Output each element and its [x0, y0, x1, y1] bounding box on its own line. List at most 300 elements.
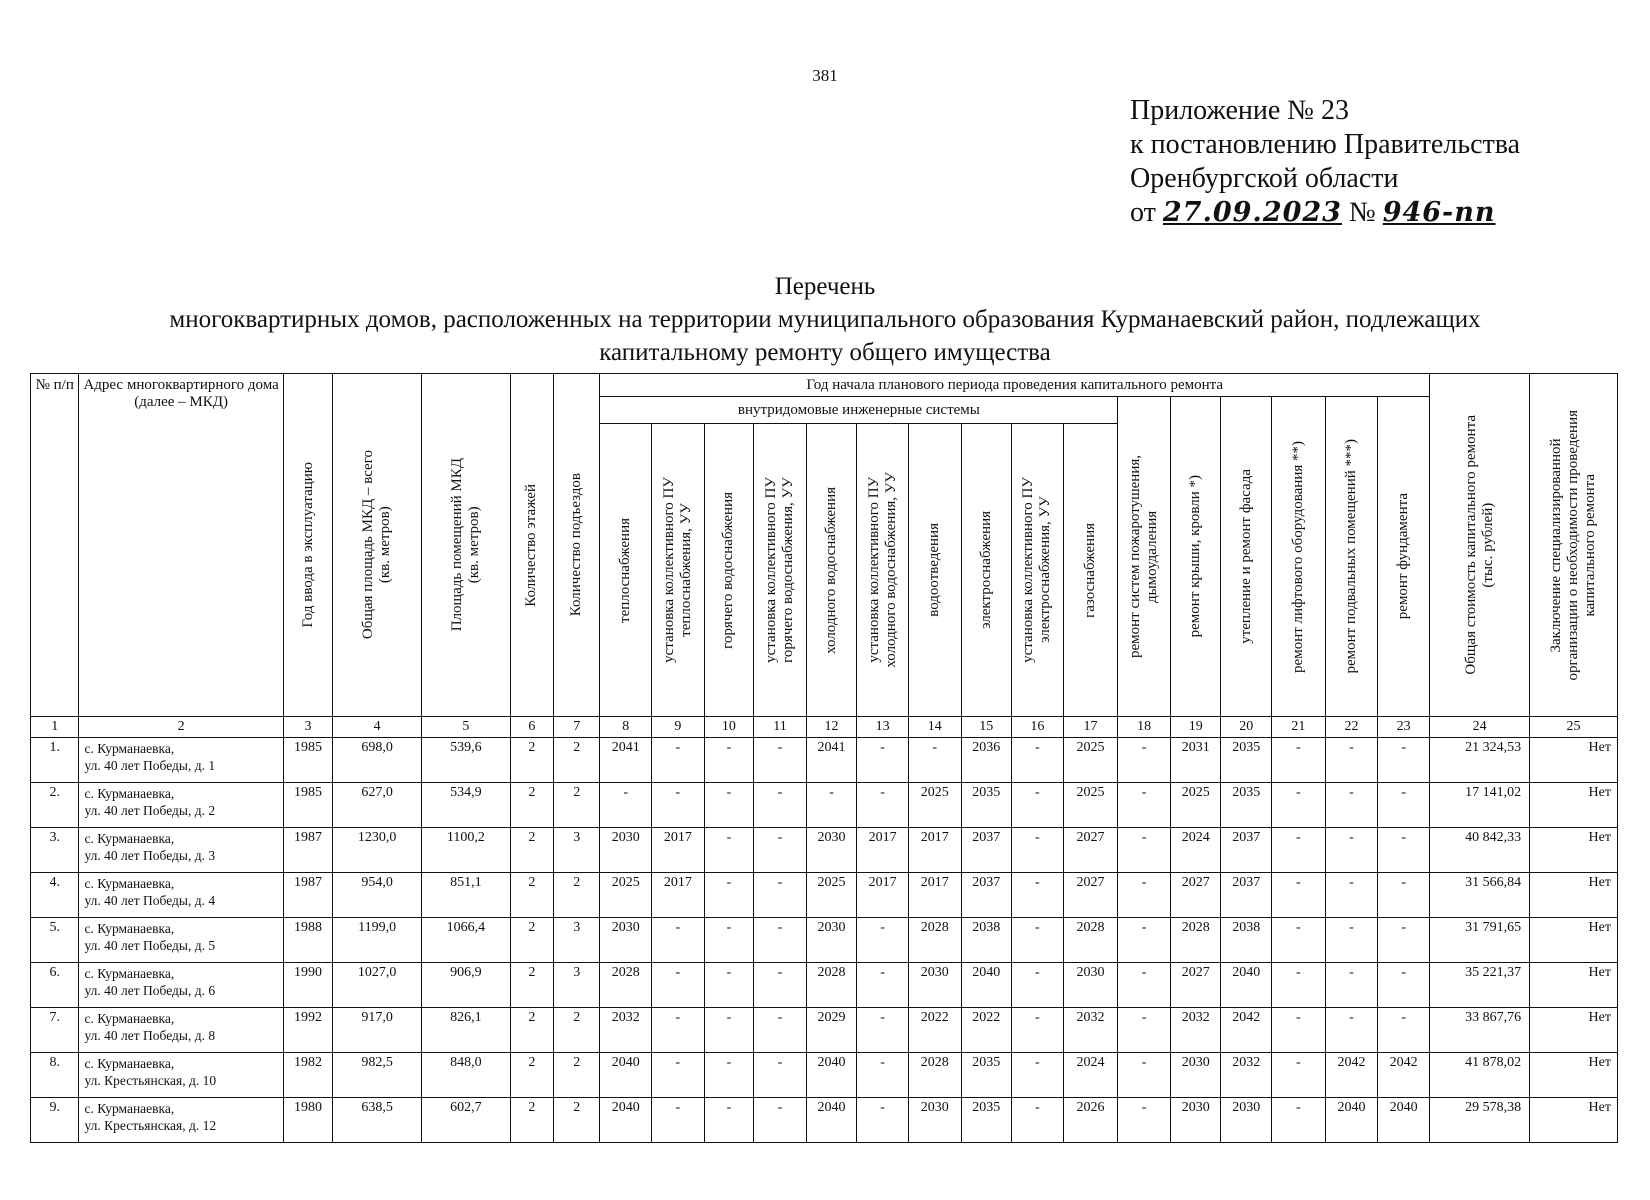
cell-c20: 2035: [1221, 783, 1272, 828]
cell-c17: 2027: [1063, 828, 1118, 873]
col-number: 6: [510, 717, 553, 738]
header-basement: ремонт подвальных помещений ***): [1325, 397, 1378, 717]
cell-c12: 2030: [806, 918, 857, 963]
cell-floors: 2: [510, 783, 553, 828]
col-number: 11: [754, 717, 807, 738]
cell-c11: -: [754, 963, 807, 1008]
address-line-2: ул. Крестьянская, д. 10: [84, 1073, 217, 1088]
cell-c22: -: [1325, 918, 1378, 963]
header-gas: газоснабжения: [1063, 424, 1118, 717]
address-line-2: ул. 40 лет Победы, д. 3: [84, 848, 216, 863]
cell-c18: -: [1118, 828, 1171, 873]
cell-concl: Нет: [1530, 1008, 1618, 1053]
header-fire: ремонт систем пожаротушения, дымоудаления: [1118, 397, 1171, 717]
cell-c15: 2037: [961, 828, 1012, 873]
address-cell: [79, 1098, 283, 1143]
cell-total: 638,5: [333, 1098, 422, 1143]
table-row: [31, 963, 1618, 1008]
cell-c14: 2028: [908, 1053, 961, 1098]
handwritten-date: 27.09.2023: [1162, 197, 1342, 228]
address-cell: [79, 738, 283, 783]
header-entrances: Количество подъездов: [554, 374, 600, 717]
column-numbers-row: [31, 717, 1618, 738]
cell-c10: -: [704, 1098, 754, 1143]
table-row: [31, 783, 1618, 828]
cell-c21: -: [1272, 1098, 1326, 1143]
cell-c13: -: [857, 783, 909, 828]
cell-c13: 2017: [857, 873, 909, 918]
cell-year: 1982: [283, 1053, 333, 1098]
cell-concl: Нет: [1530, 738, 1618, 783]
cell-year: 1987: [283, 828, 333, 873]
cell-year: 1980: [283, 1098, 333, 1143]
cell-c13: -: [857, 1008, 909, 1053]
header-year: Год ввода в эксплуатацию: [283, 374, 333, 717]
cell-c9: -: [652, 783, 705, 828]
address-line-1: с. Курманаевка,: [84, 1011, 175, 1026]
cell-c9: -: [652, 1008, 705, 1053]
cell-c8: 2040: [600, 1098, 652, 1143]
cell-year: 1985: [283, 738, 333, 783]
cell-concl: Нет: [1530, 1053, 1618, 1098]
cell-c23: -: [1378, 918, 1430, 963]
cell-c23: 2040: [1378, 1098, 1430, 1143]
col-number: 5: [422, 717, 511, 738]
cell-ent: 2: [554, 1008, 600, 1053]
cell-c20: 2038: [1221, 918, 1272, 963]
cell-c14: 2022: [908, 1008, 961, 1053]
cell-c21: -: [1272, 738, 1326, 783]
appendix-line-3: Оренбургской области: [1130, 163, 1399, 194]
header-hot: горячего водоснабжения: [704, 424, 754, 717]
cell-c23: -: [1378, 828, 1430, 873]
table-row: [31, 828, 1618, 873]
col-number: 9: [652, 717, 705, 738]
address-cell: [79, 1053, 283, 1098]
col-number: 7: [554, 717, 600, 738]
header-heat-pu: установка коллективного ПУ теплоснабжения, УУ: [652, 424, 705, 717]
col-number: 13: [857, 717, 909, 738]
cell-c15: 2035: [961, 1053, 1012, 1098]
cell-c12: 2028: [806, 963, 857, 1008]
cell-c13: -: [857, 963, 909, 1008]
header-conclusion: Заключение специализированной организации о необходимости проведения капитального ремонта: [1530, 374, 1618, 717]
cell-c17: 2024: [1063, 1053, 1118, 1098]
col-number: 25: [1530, 717, 1618, 738]
cell-floors: 2: [510, 738, 553, 783]
title-line-1: Перечень: [774, 273, 876, 300]
cell-ent: 2: [554, 738, 600, 783]
header-num: № п/п: [31, 374, 79, 717]
cell-prem: 851,1: [422, 873, 511, 918]
cell-c21: -: [1272, 1008, 1326, 1053]
cell-prem: 539,6: [422, 738, 511, 783]
row-number: 5.: [31, 918, 79, 963]
row-number: 9.: [31, 1098, 79, 1143]
cell-c10: -: [704, 1008, 754, 1053]
cell-c13: -: [857, 738, 909, 783]
col-number: 22: [1325, 717, 1378, 738]
cell-c10: -: [704, 783, 754, 828]
address-line-2: ул. 40 лет Победы, д. 6: [84, 983, 216, 998]
row-number: 1.: [31, 738, 79, 783]
cell-concl: Нет: [1530, 873, 1618, 918]
row-number: 2.: [31, 783, 79, 828]
cell-total: 1027,0: [333, 963, 422, 1008]
cell-c23: 2042: [1378, 1053, 1430, 1098]
cell-c9: -: [652, 1053, 705, 1098]
cell-c12: 2025: [806, 873, 857, 918]
cell-c19: 2028: [1170, 918, 1221, 963]
cell-c14: 2025: [908, 783, 961, 828]
cell-ent: 2: [554, 1098, 600, 1143]
row-number: 3.: [31, 828, 79, 873]
table-row: [31, 1008, 1618, 1053]
address-line-1: с. Курманаевка,: [84, 831, 175, 846]
table-row: [31, 873, 1618, 918]
cell-c8: 2025: [600, 873, 652, 918]
cell-c16: -: [1012, 738, 1064, 783]
cell-ent: 2: [554, 873, 600, 918]
row-number: 6.: [31, 963, 79, 1008]
col-number: 8: [600, 717, 652, 738]
cell-c20: 2040: [1221, 963, 1272, 1008]
cell-c12: 2041: [806, 738, 857, 783]
cell-c11: -: [754, 918, 807, 963]
cell-c20: 2030: [1221, 1098, 1272, 1143]
cell-c21: -: [1272, 1053, 1326, 1098]
buildings-table: [30, 373, 1618, 1143]
cell-c14: 2028: [908, 918, 961, 963]
cell-c8: -: [600, 783, 652, 828]
cell-c23: -: [1378, 783, 1430, 828]
cell-c14: 2017: [908, 828, 961, 873]
address-line-1: с. Курманаевка,: [84, 786, 175, 801]
header-facade: утепление и ремонт фасада: [1221, 397, 1272, 717]
cell-c16: -: [1012, 963, 1064, 1008]
cell-floors: 2: [510, 1098, 553, 1143]
header-cold-pu: установка коллективного ПУ холодного водоснабжения, УУ: [857, 424, 909, 717]
address-cell: [79, 873, 283, 918]
cell-ent: 3: [554, 918, 600, 963]
cell-c11: -: [754, 828, 807, 873]
address-cell: [79, 1008, 283, 1053]
cell-c15: 2035: [961, 1098, 1012, 1143]
cell-c22: -: [1325, 828, 1378, 873]
cell-c8: 2041: [600, 738, 652, 783]
table-row: [31, 1098, 1618, 1143]
row-number: 7.: [31, 1008, 79, 1053]
cell-floors: 2: [510, 873, 553, 918]
cell-c18: -: [1118, 1053, 1171, 1098]
cell-ent: 2: [554, 783, 600, 828]
cell-c18: -: [1118, 738, 1171, 783]
table-row: [31, 1053, 1618, 1098]
header-elec: электроснабжения: [961, 424, 1012, 717]
cell-concl: Нет: [1530, 918, 1618, 963]
header-lift: ремонт лифтового оборудования **): [1272, 397, 1326, 717]
cell-year: 1987: [283, 873, 333, 918]
cell-year: 1985: [283, 783, 333, 828]
cell-c19: 2032: [1170, 1008, 1221, 1053]
cell-c8: 2040: [600, 1053, 652, 1098]
cell-c20: 2032: [1221, 1053, 1272, 1098]
cell-c8: 2030: [600, 828, 652, 873]
cell-c16: -: [1012, 1053, 1064, 1098]
cell-prem: 1066,4: [422, 918, 511, 963]
cell-floors: 2: [510, 1008, 553, 1053]
cell-c8: 2032: [600, 1008, 652, 1053]
cell-c14: 2030: [908, 963, 961, 1008]
cell-c9: 2017: [652, 873, 705, 918]
cell-c15: 2035: [961, 783, 1012, 828]
cell-c9: -: [652, 963, 705, 1008]
cell-c8: 2028: [600, 963, 652, 1008]
cell-c16: -: [1012, 1098, 1064, 1143]
address-line-1: с. Курманаевка,: [84, 741, 175, 756]
cell-year: 1988: [283, 918, 333, 963]
cell-total: 627,0: [333, 783, 422, 828]
col-number: 16: [1012, 717, 1064, 738]
cell-total: 1199,0: [333, 918, 422, 963]
cell-c18: -: [1118, 1098, 1171, 1143]
header-address: Адрес многоквартирного дома (далее – МКД): [79, 374, 283, 717]
cell-c12: 2030: [806, 828, 857, 873]
header-roof: ремонт крыши, кровли *): [1170, 397, 1221, 717]
cell-c11: -: [754, 783, 807, 828]
address-line-1: с. Курманаевка,: [84, 1101, 175, 1116]
document-title: [0, 270, 1650, 369]
cell-c17: 2030: [1063, 963, 1118, 1008]
cell-c16: -: [1012, 873, 1064, 918]
cell-c9: -: [652, 738, 705, 783]
cell-c22: -: [1325, 738, 1378, 783]
col-number: 2: [79, 717, 283, 738]
cell-c22: -: [1325, 963, 1378, 1008]
cell-c23: -: [1378, 873, 1430, 918]
cell-c9: 2017: [652, 828, 705, 873]
table-row: [31, 738, 1618, 783]
cell-c23: -: [1378, 738, 1430, 783]
cell-c17: 2028: [1063, 918, 1118, 963]
title-line-3: капитальному ремонту общего имущества: [599, 339, 1051, 366]
header-floors: Количество этажей: [510, 374, 553, 717]
cell-c19: 2024: [1170, 828, 1221, 873]
cell-c11: -: [754, 1008, 807, 1053]
cell-c19: 2030: [1170, 1053, 1221, 1098]
appendix-block: [1130, 94, 1520, 230]
cell-c17: 2032: [1063, 1008, 1118, 1053]
cell-total: 954,0: [333, 873, 422, 918]
cell-c15: 2022: [961, 1008, 1012, 1053]
header-foundation: ремонт фундамента: [1378, 397, 1430, 717]
cell-c23: -: [1378, 1008, 1430, 1053]
cell-prem: 826,1: [422, 1008, 511, 1053]
cell-c22: -: [1325, 1008, 1378, 1053]
table-row: [31, 918, 1618, 963]
cell-c11: -: [754, 1098, 807, 1143]
cell-c14: 2030: [908, 1098, 961, 1143]
address-line-2: ул. 40 лет Победы, д. 1: [84, 758, 216, 773]
cell-floors: 2: [510, 1053, 553, 1098]
cell-c9: -: [652, 918, 705, 963]
cell-c17: 2026: [1063, 1098, 1118, 1143]
cell-cost: 17 141,02: [1430, 783, 1530, 828]
cell-cost: 31 566,84: [1430, 873, 1530, 918]
address-line-2: ул. 40 лет Победы, д. 2: [84, 803, 216, 818]
number-label: №: [1348, 197, 1376, 228]
header-heat: теплоснабжения: [600, 424, 652, 717]
appendix-line-1: Приложение № 23: [1130, 95, 1349, 126]
cell-c20: 2037: [1221, 828, 1272, 873]
header-cost: Общая стоимость капитального ремонта (тыс. рублей): [1430, 374, 1530, 717]
cell-c16: -: [1012, 918, 1064, 963]
address-line-1: с. Курманаевка,: [84, 921, 175, 936]
cell-total: 698,0: [333, 738, 422, 783]
col-number: 19: [1170, 717, 1221, 738]
cell-prem: 848,0: [422, 1053, 511, 1098]
cell-c22: 2042: [1325, 1053, 1378, 1098]
cell-c9: -: [652, 1098, 705, 1143]
cell-c12: 2029: [806, 1008, 857, 1053]
page-number: 381: [812, 66, 838, 85]
header-plan-year: Год начала планового периода проведения капитального ремонта: [600, 374, 1430, 397]
address-line-2: ул. 40 лет Победы, д. 8: [84, 1028, 216, 1043]
handwritten-number: 946-пп: [1382, 197, 1496, 228]
col-number: 3: [283, 717, 333, 738]
address-line-2: ул. 40 лет Победы, д. 4: [84, 893, 216, 908]
cell-c22: -: [1325, 873, 1378, 918]
buildings-table-wrapper: [30, 373, 1618, 1143]
cell-c13: 2017: [857, 828, 909, 873]
cell-cost: 31 791,65: [1430, 918, 1530, 963]
cell-c10: -: [704, 963, 754, 1008]
cell-c10: -: [704, 828, 754, 873]
cell-c19: 2030: [1170, 1098, 1221, 1143]
cell-ent: 2: [554, 1053, 600, 1098]
cell-c23: -: [1378, 963, 1430, 1008]
cell-c22: 2040: [1325, 1098, 1378, 1143]
cell-cost: 29 578,38: [1430, 1098, 1530, 1143]
cell-c22: -: [1325, 783, 1378, 828]
cell-c20: 2037: [1221, 873, 1272, 918]
cell-total: 1230,0: [333, 828, 422, 873]
address-line-1: с. Курманаевка,: [84, 966, 175, 981]
cell-c8: 2030: [600, 918, 652, 963]
cell-cost: 35 221,37: [1430, 963, 1530, 1008]
cell-c21: -: [1272, 873, 1326, 918]
cell-concl: Нет: [1530, 1098, 1618, 1143]
header-elec-pu: установка коллективного ПУ электроснабжения, УУ: [1012, 424, 1064, 717]
cell-c10: -: [704, 738, 754, 783]
cell-c21: -: [1272, 783, 1326, 828]
col-number: 20: [1221, 717, 1272, 738]
address-line-2: ул. 40 лет Победы, д. 5: [84, 938, 216, 953]
address-cell: [79, 828, 283, 873]
cell-c17: 2025: [1063, 783, 1118, 828]
col-number: 21: [1272, 717, 1326, 738]
address-cell: [79, 783, 283, 828]
col-number: 12: [806, 717, 857, 738]
cell-floors: 2: [510, 828, 553, 873]
cell-cost: 21 324,53: [1430, 738, 1530, 783]
col-number: 14: [908, 717, 961, 738]
cell-prem: 1100,2: [422, 828, 511, 873]
cell-c11: -: [754, 738, 807, 783]
row-number: 4.: [31, 873, 79, 918]
cell-c14: 2017: [908, 873, 961, 918]
cell-total: 917,0: [333, 1008, 422, 1053]
cell-year: 1992: [283, 1008, 333, 1053]
row-number: 8.: [31, 1053, 79, 1098]
cell-c10: -: [704, 873, 754, 918]
appendix-line-2: к постановлению Правительства: [1130, 129, 1521, 160]
col-number: 10: [704, 717, 754, 738]
address-cell: [79, 963, 283, 1008]
address-cell: [79, 918, 283, 963]
cell-c19: 2027: [1170, 873, 1221, 918]
col-number: 17: [1063, 717, 1118, 738]
address-line-1: с. Курманаевка,: [84, 876, 175, 891]
from-label: от: [1130, 197, 1156, 228]
cell-floors: 2: [510, 918, 553, 963]
cell-c17: 2027: [1063, 873, 1118, 918]
cell-c17: 2025: [1063, 738, 1118, 783]
cell-c15: 2036: [961, 738, 1012, 783]
cell-c14: -: [908, 738, 961, 783]
cell-c20: 2035: [1221, 738, 1272, 783]
cell-c16: -: [1012, 783, 1064, 828]
title-line-2: многоквартирных домов, расположенных на территории муниципального образования Курманаевский район, подлежащих: [169, 306, 1481, 333]
cell-c19: 2025: [1170, 783, 1221, 828]
cell-ent: 3: [554, 963, 600, 1008]
cell-prem: 602,7: [422, 1098, 511, 1143]
cell-c16: -: [1012, 828, 1064, 873]
cell-c10: -: [704, 918, 754, 963]
header-hot-pu: установка коллективного ПУ горячего водоснабжения, УУ: [754, 424, 807, 717]
cell-year: 1990: [283, 963, 333, 1008]
cell-cost: 41 878,02: [1430, 1053, 1530, 1098]
header-total-area: Общая площадь МКД – всего (кв. метров): [333, 374, 422, 717]
cell-c11: -: [754, 1053, 807, 1098]
col-number: 23: [1378, 717, 1430, 738]
cell-c12: 2040: [806, 1053, 857, 1098]
col-number: 24: [1430, 717, 1530, 738]
cell-c21: -: [1272, 963, 1326, 1008]
cell-c10: -: [704, 1053, 754, 1098]
cell-c13: -: [857, 1098, 909, 1143]
address-line-2: ул. Крестьянская, д. 12: [84, 1118, 217, 1133]
cell-prem: 906,9: [422, 963, 511, 1008]
cell-total: 982,5: [333, 1053, 422, 1098]
cell-c15: 2038: [961, 918, 1012, 963]
appendix-date-line: [1130, 196, 1520, 230]
address-line-1: с. Курманаевка,: [84, 1056, 175, 1071]
col-number: 4: [333, 717, 422, 738]
cell-c20: 2042: [1221, 1008, 1272, 1053]
cell-floors: 2: [510, 963, 553, 1008]
cell-cost: 33 867,76: [1430, 1008, 1530, 1053]
col-number: 15: [961, 717, 1012, 738]
cell-cost: 40 842,33: [1430, 828, 1530, 873]
cell-c15: 2037: [961, 873, 1012, 918]
cell-c12: -: [806, 783, 857, 828]
cell-c11: -: [754, 873, 807, 918]
cell-c13: -: [857, 1053, 909, 1098]
cell-c21: -: [1272, 918, 1326, 963]
cell-c21: -: [1272, 828, 1326, 873]
header-premises-area: Площадь помещений МКД (кв. метров): [422, 374, 511, 717]
